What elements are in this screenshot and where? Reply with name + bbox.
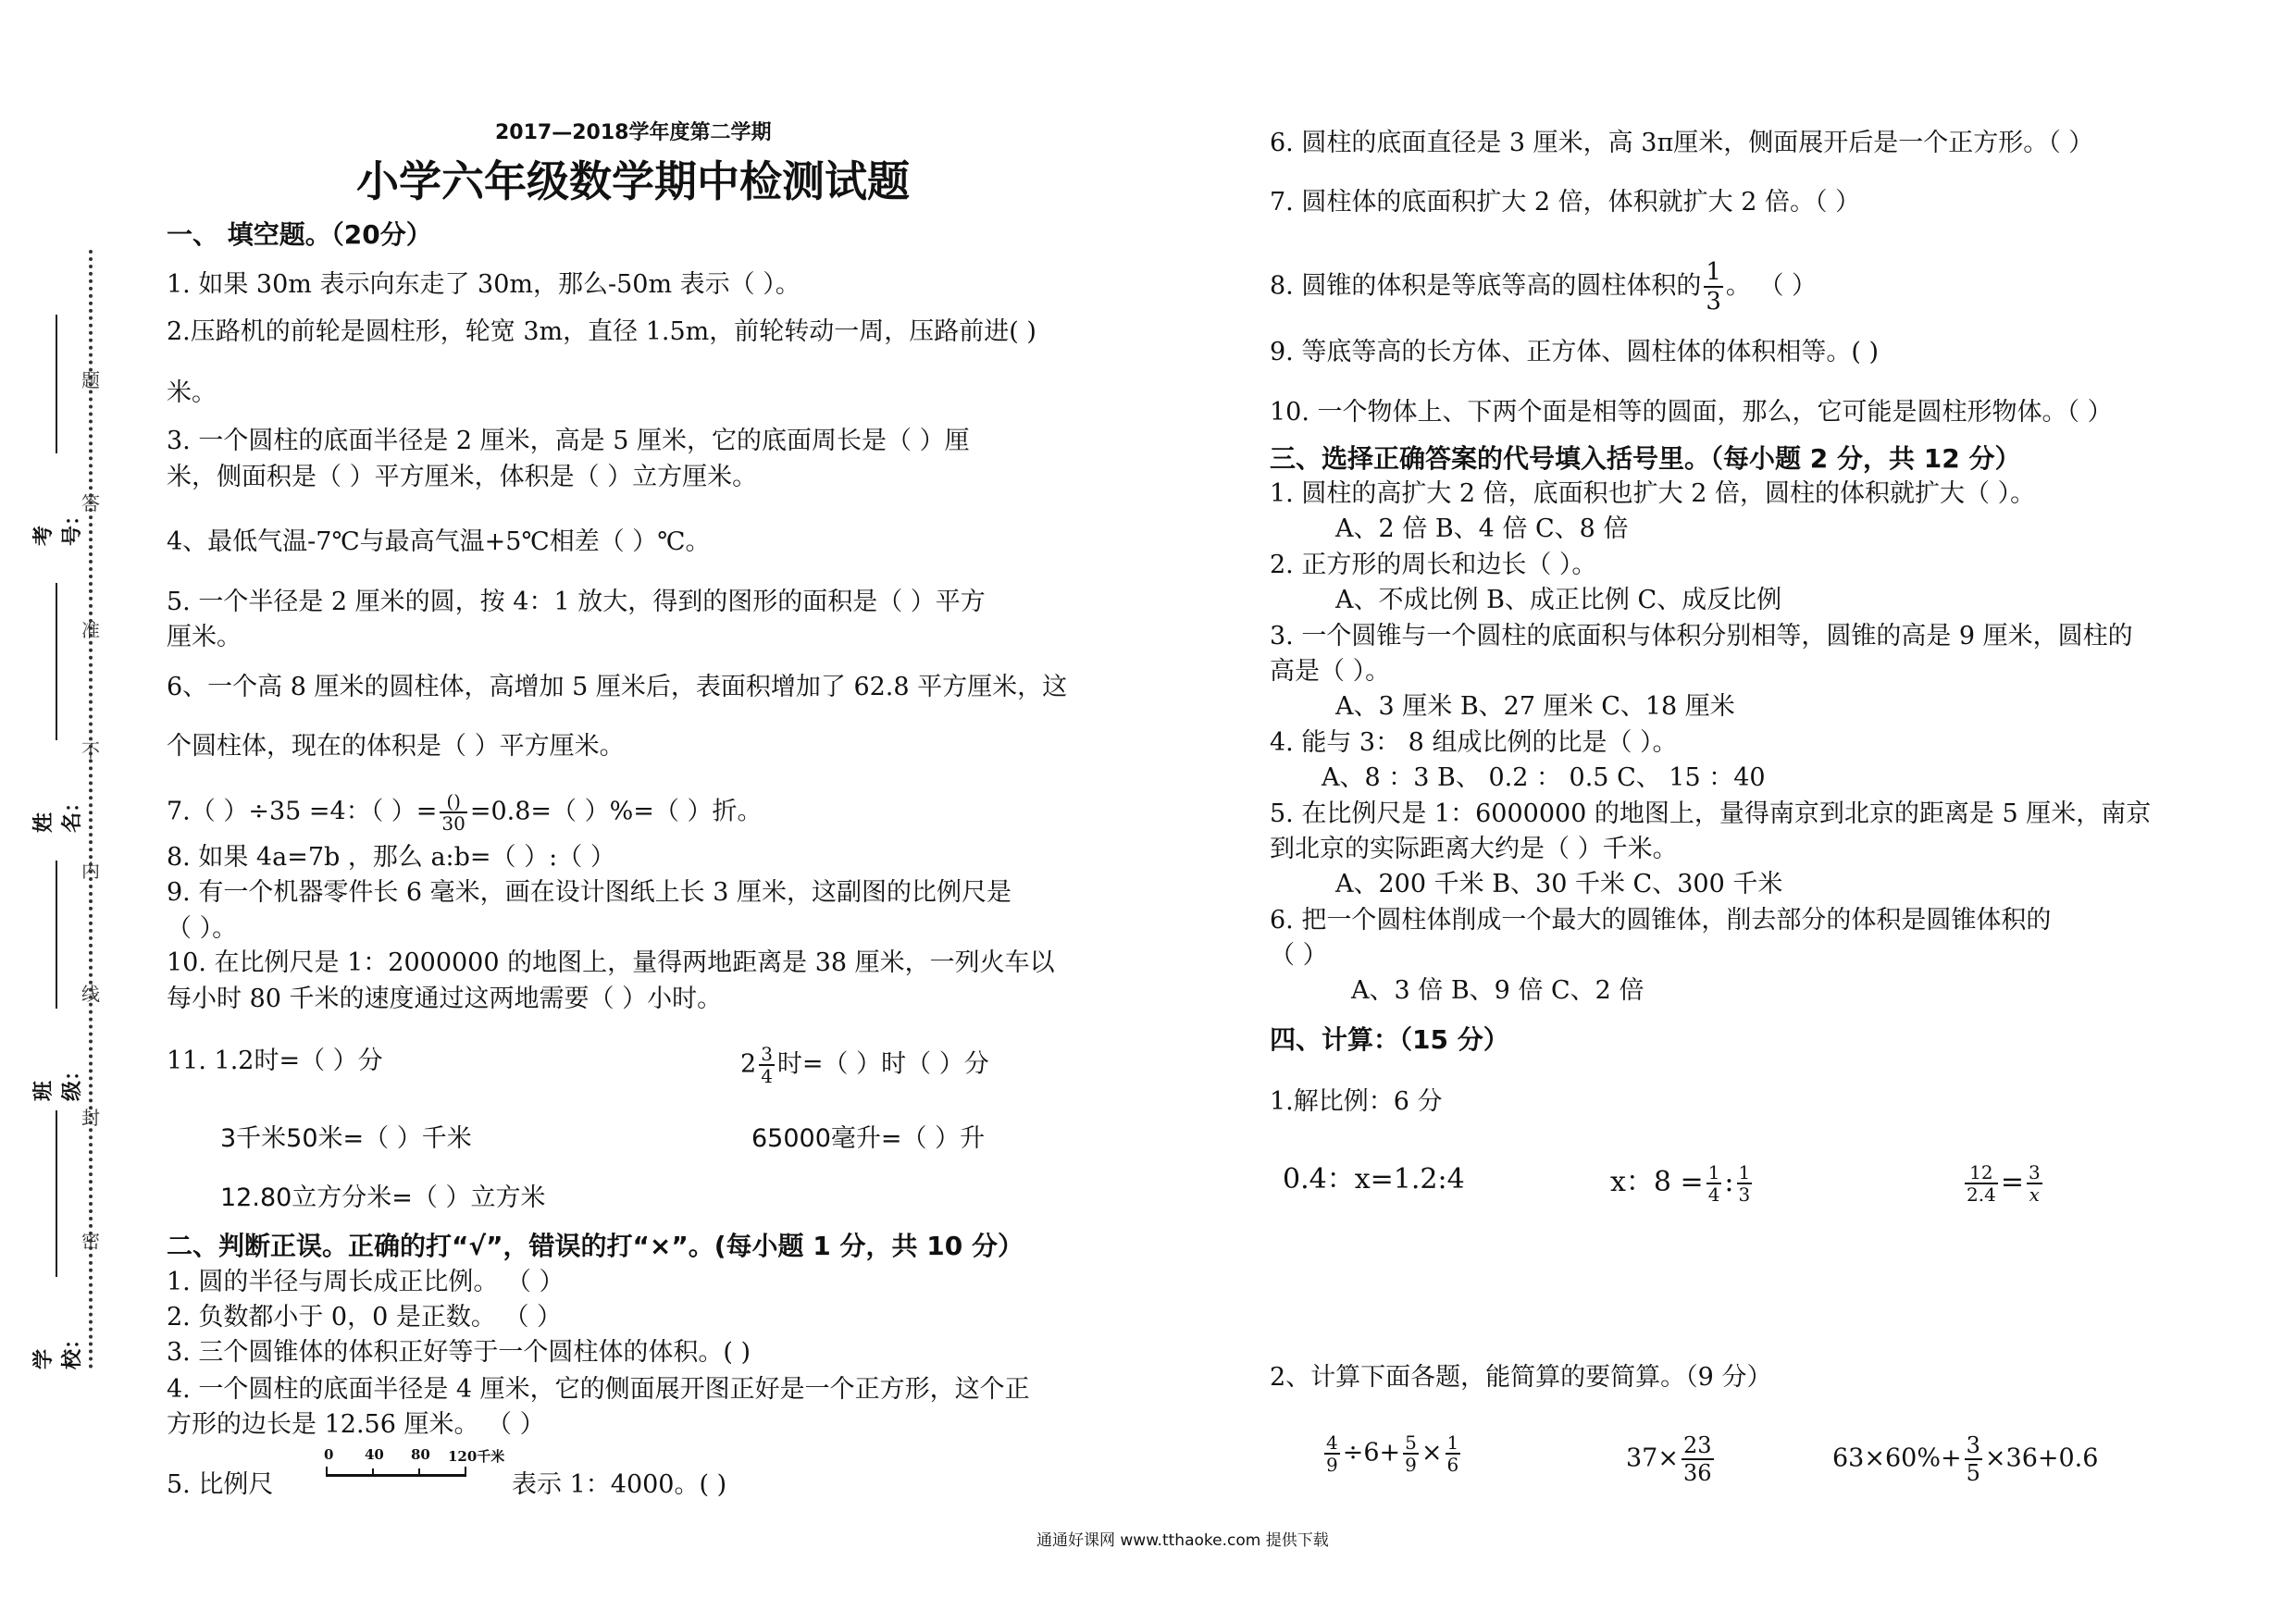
seal-char-ti: 题 [81, 369, 100, 391]
seal-char-bu: 不 [81, 739, 100, 762]
seal-char-da: 答 [81, 492, 100, 514]
binding-label-exam-number-text: 考号： [32, 504, 84, 546]
s1-q11-c: 3千米50米=（ ）千米 [220, 1124, 472, 1153]
s3-q5-line2: 到北京的实际距离大约是（ ）千米。 [1270, 835, 1678, 863]
s4-calc2: 37× $\frac{23}{36}$ [1626, 1432, 1712, 1486]
s4-eq3-frac1: $\frac{12}{2.4}$ [1967, 1161, 1996, 1206]
s1-q9-line2: （ ）。 [167, 914, 238, 943]
s4-calc1-frac2: $\frac{5}{9}$ [1405, 1431, 1417, 1476]
s3-q6-line1: 6. 把一个圆柱体削成一个最大的圆锥体，削去部分的体积是圆锥体积的 [1270, 906, 2052, 935]
s4-calc1: $\frac{4}{9}$ ÷6+ $\frac{5}{9}$ × $\frac{1}{6}$ [1326, 1431, 1459, 1476]
s2-q8-fraction: $\frac{1}{3}$ [1706, 258, 1721, 316]
footer-source: 通通好课网 www.tthaoke.com 提供下载 [1036, 1531, 1329, 1550]
s3-q5-options: A、200 千米 B、30 千米 C、300 千米 [1335, 870, 1783, 898]
s3-q3-line1: 3. 一个圆锥与一个圆柱的底面积与体积分别相等，圆锥的高是 9 厘米，圆柱的 [1270, 622, 2133, 650]
s4-sub1: 1.解比例：6 分 [1270, 1087, 1443, 1116]
s1-q5-line1: 5. 一个半径是 2 厘米的圆，按 4：1 放大，得到的图形的面积是（ ）平方 [167, 588, 986, 616]
s4-eq3-frac2: $\frac{3}{x}$ [2028, 1161, 2041, 1206]
s1-q11-b-fraction: $\frac{3}{4}$ [761, 1043, 773, 1087]
scale-bar-line [326, 1474, 466, 1477]
section3-heading: 三、选择正确答案的代号填入括号里。（每小题 2 分，共 12 分） [1270, 443, 2021, 474]
s3-q6-options: A、3 倍 B、9 倍 C、2 倍 [1351, 976, 1644, 1005]
seal-char-mi: 密 [81, 1230, 100, 1252]
scale-label-80: 80 [411, 1446, 430, 1463]
s4-eq2: x：8 = $\frac{1}{4}$ : $\frac{1}{3}$ [1610, 1161, 1751, 1206]
s2-q8: 8. 圆锥的体积是等底等高的圆柱体积的 $\frac{1}{3}$ 。 （ ） [1270, 258, 1818, 316]
s4-eq2-frac1: $\frac{1}{4}$ [1707, 1161, 1720, 1206]
s1-q3-line2: 米，侧面积是（ ）平方厘米，体积是（ ）立方厘米。 [167, 463, 758, 491]
seal-char-xian: 线 [81, 983, 100, 1005]
s2-q7: 7. 圆柱体的底面积扩大 2 倍，体积就扩大 2 倍。（ ） [1270, 188, 1861, 217]
s4-eq2-frac2: $\frac{1}{3}$ [1738, 1161, 1751, 1206]
seal-char-feng: 封 [81, 1107, 100, 1129]
s1-q7-pre: 7.（ ）÷35 =4：（ ）= [167, 797, 438, 826]
s4-calc1-frac1: $\frac{4}{9}$ [1326, 1431, 1338, 1476]
s2-q3: 3. 三个圆锥体的体积正好等于一个圆柱体的体积。( ) [167, 1338, 751, 1367]
s1-q10-line1: 10. 在比例尺是 1：2000000 的地图上，量得两地距离是 38 厘米，一列火车以 [167, 948, 1055, 977]
seal-char-nei: 内 [81, 860, 100, 882]
s4-sub2: 2、计算下面各题，能简算的要简算。（9 分） [1270, 1363, 1772, 1392]
scale-bar [324, 1446, 505, 1487]
scale-label-0: 0 [324, 1446, 334, 1463]
s1-q3-line1: 3. 一个圆柱的底面半径是 2 厘米，高是 5 厘米，它的底面周长是（ ）厘 [167, 427, 970, 455]
seal-char-zhun: 准 [81, 619, 100, 641]
binding-label-name-text: 姓名： [32, 791, 84, 833]
s1-q11-a: 11. 1.2时=（ ）分 [167, 1047, 383, 1075]
section1-heading: 一、 填空题。（20分） [167, 219, 432, 250]
scale-label-40: 40 [365, 1446, 384, 1463]
s4-calc2-frac: $\frac{23}{36}$ [1682, 1432, 1712, 1486]
s1-q7-post: =0.8=（ ）%=（ ）折。 [469, 797, 763, 826]
s1-q10-line2: 每小时 80 千米的速度通过这两地需要（ ）小时。 [167, 985, 723, 1013]
s1-q7-fraction: $\frac{()}{30}$ [441, 790, 465, 835]
binding-dotted-line [89, 250, 93, 1369]
s1-q4: 4、最低气温-7℃与最高气温+5℃相差（ ）℃。 [167, 527, 711, 556]
binding-label-school-text: 学校： [32, 1328, 84, 1369]
scale-bar-tick-80 [418, 1468, 420, 1476]
scale-bar-tick-0 [326, 1467, 328, 1476]
section4-heading: 四、计算：（15 分） [1270, 1024, 1509, 1055]
page-title: 小学六年级数学期中检测试题 [356, 156, 910, 206]
s1-q9-line1: 9. 有一个机器零件长 6 毫米，画在设计图纸上长 3 厘米，这副图的比例尺是 [167, 878, 1012, 907]
s4-eq3: $\frac{12}{2.4}$ = $\frac{3}{x}$ [1967, 1161, 2041, 1206]
binding-label-class-text: 班级： [32, 1059, 84, 1101]
s4-calc1-frac3: $\frac{1}{6}$ [1446, 1431, 1459, 1476]
s3-q4: 4. 能与 3： 8 组成比例的比是（ ）。 [1270, 728, 1678, 757]
term-label: 2017—2018学年度第二学期 [495, 121, 772, 144]
s4-eq1: 0.4：x=1.2:4 [1283, 1163, 1465, 1196]
s3-q1: 1. 圆柱的高扩大 2 倍，底面积也扩大 2 倍，圆柱的体积就扩大（ ）。 [1270, 479, 2036, 508]
s3-q5-line1: 5. 在比例尺是 1：6000000 的地图上，量得南京到北京的距离是 5 厘米，南京 [1270, 799, 2152, 828]
s3-q3-options: A、3 厘米 B、27 厘米 C、18 厘米 [1335, 692, 1735, 721]
s4-calc3: 63×60%+ $\frac{3}{5}$ ×36+0.6 [1832, 1432, 2099, 1486]
s3-q1-options: A、2 倍 B、4 倍 C、8 倍 [1335, 514, 1629, 543]
s1-q2-line1: 2.压路机的前轮是圆柱形，轮宽 3m，直径 1.5m，前轮转动一周，压路前进( ) [167, 317, 1036, 346]
s2-q9: 9. 等底等高的长方体、正方体、圆柱体的体积相等。( ) [1270, 338, 1879, 366]
s3-q6-line2: （ ） [1270, 941, 1328, 970]
s1-q1: 1. 如果 30m 表示向东走了 30m，那么-50m 表示（ ）。 [167, 270, 800, 299]
s2-q4-line1: 4. 一个圆柱的底面半径是 4 厘米，它的侧面展开图正好是一个正方形，这个正 [167, 1375, 1030, 1404]
s1-q5-line2: 厘米。 [167, 623, 242, 651]
s4-calc3-frac: $\frac{3}{5}$ [1966, 1432, 1980, 1486]
s3-q4-options: A、8 ：3 B、 0.2 ： 0.5 C、 15 ：40 [1322, 763, 1766, 792]
scale-bar-tick-120 [465, 1467, 466, 1476]
s2-q5-pre: 5. 比例尺 [167, 1470, 274, 1499]
s2-q1: 1. 圆的半径与周长成正比例。 （ ） [167, 1268, 565, 1296]
s2-q2: 2. 负数都小于 0，0 是正数。 （ ） [167, 1303, 563, 1332]
s1-q2-line2: 米。 [167, 378, 217, 407]
s1-q11-d: 65000毫升=（ ）升 [751, 1124, 986, 1153]
s2-q4-line2: 方形的边长是 12.56 厘米。 （ ） [167, 1410, 545, 1439]
section2-heading: 二、判断正误。正确的打“√”，错误的打“×”。(每小题 1 分，共 10 分） [167, 1231, 1024, 1261]
s1-q7 [167, 791, 763, 834]
s1-q11-b: 2 $\frac{3}{4}$ 时=（ ）时（ ）分 [740, 1043, 989, 1087]
s1-q11-e: 12.80立方分米=（ ）立方米 [220, 1183, 546, 1212]
scale-bar-tick-40 [372, 1468, 374, 1476]
s1-q6-line1: 6、一个高 8 厘米的圆柱体，高增加 5 厘米后，表面积增加了 62.8 平方厘米，这 [167, 673, 1068, 701]
s1-q8: 8. 如果 4a=7b ，那么 a:b=（ ）:（ ） [167, 843, 615, 872]
s3-q3-line2: 高是（ ）。 [1270, 657, 1391, 686]
s3-q2: 2. 正方形的周长和边长（ ）。 [1270, 551, 1597, 579]
s3-q2-options: A、不成比例 B、成正比例 C、成反比例 [1335, 586, 1782, 614]
s2-q5-post: 表示 1：4000。( ) [512, 1470, 727, 1499]
s1-q6-line2: 个圆柱体，现在的体积是（ ）平方厘米。 [167, 732, 625, 761]
scale-label-120: 120千米 [448, 1448, 505, 1465]
s2-q10: 10. 一个物体上、下两个面是相等的圆面，那么，它可能是圆柱形物体。（ ） [1270, 398, 2113, 427]
s2-q6: 6. 圆柱的底面直径是 3 厘米，高 3π厘米，侧面展开后是一个正方形。（ ） [1270, 129, 2094, 157]
